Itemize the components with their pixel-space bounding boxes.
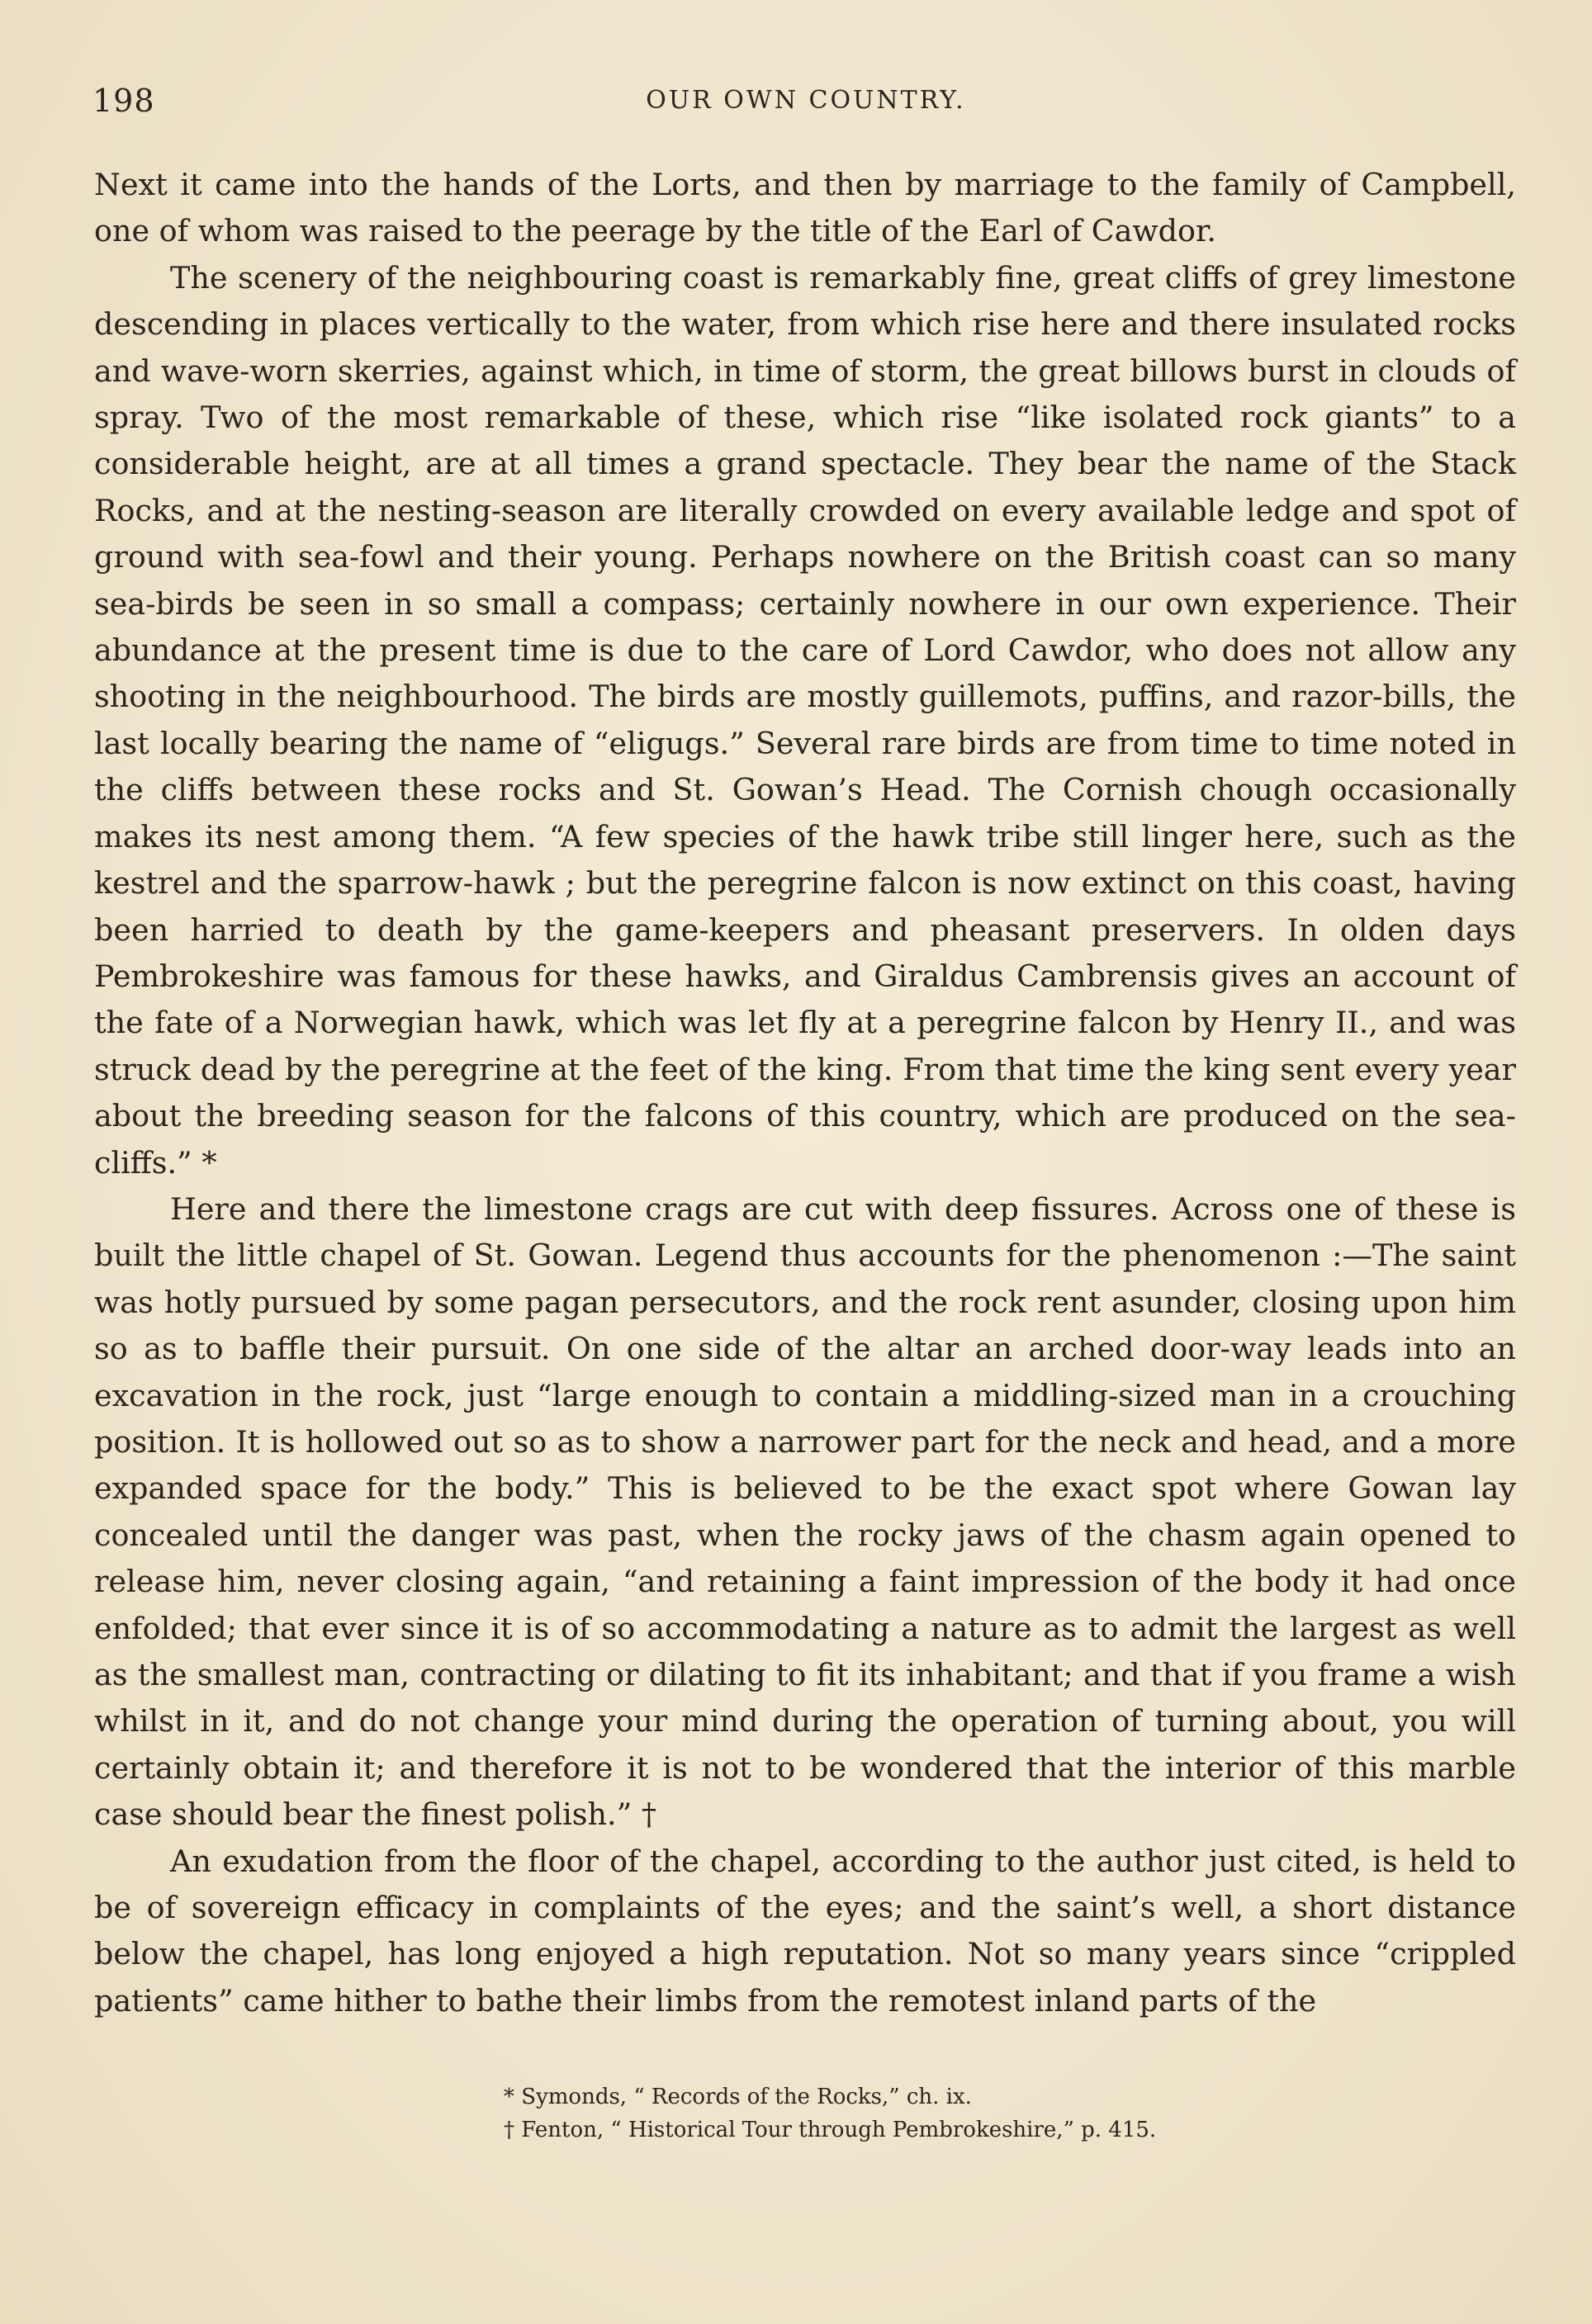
footnote-1: * Symonds, “ Records of the Rocks,” ch. ix. [504, 2085, 972, 2109]
paragraph-1: Next it came into the hands of the Lorts, and then by marriage to the family of Campbell, one of whom was raised to the peerage by the title of the Earl of Cawdor. [94, 167, 1516, 249]
page-header [92, 83, 1519, 122]
body-text [94, 162, 1516, 2024]
paragraph-2: The scenery of the neighbouring coast is remarkably fine, great cliffs of grey limestone descending in places vertically to the water, from which rise here and there insulated rocks and wave-worn skerries, against which, in time of storm, the great billows burst in clouds of spray. Two of the most remarkable of these, which rise “like isolated rock giants” to a considerable height, are at all times a grand spectacle. They bear the name of the Stack Rocks, and at the nesting-season are literally crowded on every available ledge and spot of ground with sea-fowl and their young. Perhaps nowhere on the British coast can so many sea-birds be seen in so small a compass; certainly nowhere in our own experience. Their abundance at the present time is due to the care of Lord Cawdor, who does not allow any shooting in the neighbourhood. The birds are mostly guillemots, puffins, and razor-bills, the last locally bearing the name of “eligugs.” Several rare birds are from time to time noted in the cliffs between these rocks and St. Gowan’s Head. The Cornish chough occasionally makes its nest among them. “A few species of the hawk tribe still linger here, such as the kestrel and the sparrow-hawk ; but the peregrine falcon is now extinct on this coast, having been harried to death by the game-keepers and pheasant preservers. In olden days Pembrokeshire was famous for these hawks, and Giraldus Cambrensis gives an account of the fate of a Norwegian hawk, which was let fly at a peregrine falcon by Henry II., and was struck dead by the peregrine at the feet of the king. From that time the king sent every year about the breeding season for the falcons of this country, which are produced on the sea-cliffs.” * [94, 259, 1516, 1181]
paragraph-4: An exudation from the floor of the chapel, according to the author just cited, is held to be of sovereign efficacy in complaints of the eyes; and the saint’s well, a short distance below the chapel, has long enjoyed a high reputation. Not so many years since “crippled patients” came hither to bathe their limbs from the remotest inland parts of the [94, 1843, 1516, 2019]
paragraph-3: Here and there the limestone crags are cut with deep fissures. Across one of these is built the little chapel of St. Gowan. Legend thus accounts for the phenomenon :—The saint was hotly pursued by some pagan persecutors, and the rock rent asunder, closing upon him so as to baffle their pursuit. On one side of the altar an arched door-way leads into an excavation in the rock, just “large enough to contain a middling-sized man in a crouching position. It is hollowed out so as to show a narrower part for the neck and head, and a more expanded space for the body.” This is believed to be the exact spot where Gowan lay concealed until the danger was past, when the rocky jaws of the chasm again opened to release him, never closing again, “and retaining a faint impression of the body it had once enfolded; that ever since it is of so accommodating a nature as to admit the largest as well as the smallest man, contracting or dilating to fit its inhabitant; and that if you frame a wish whilst in it, and do not change your mind during the operation of turning about, you will certainly obtain it; and therefore it is not to be wondered that the interior of this marble case should bear the finest polish.” † [94, 1190, 1516, 1833]
footnote-2: † Fenton, “ Historical Tour through Pembrokeshire,” p. 415. [504, 2118, 1157, 2142]
running-head: OUR OWN COUNTRY. [646, 86, 966, 115]
page-number: 198 [92, 83, 155, 119]
